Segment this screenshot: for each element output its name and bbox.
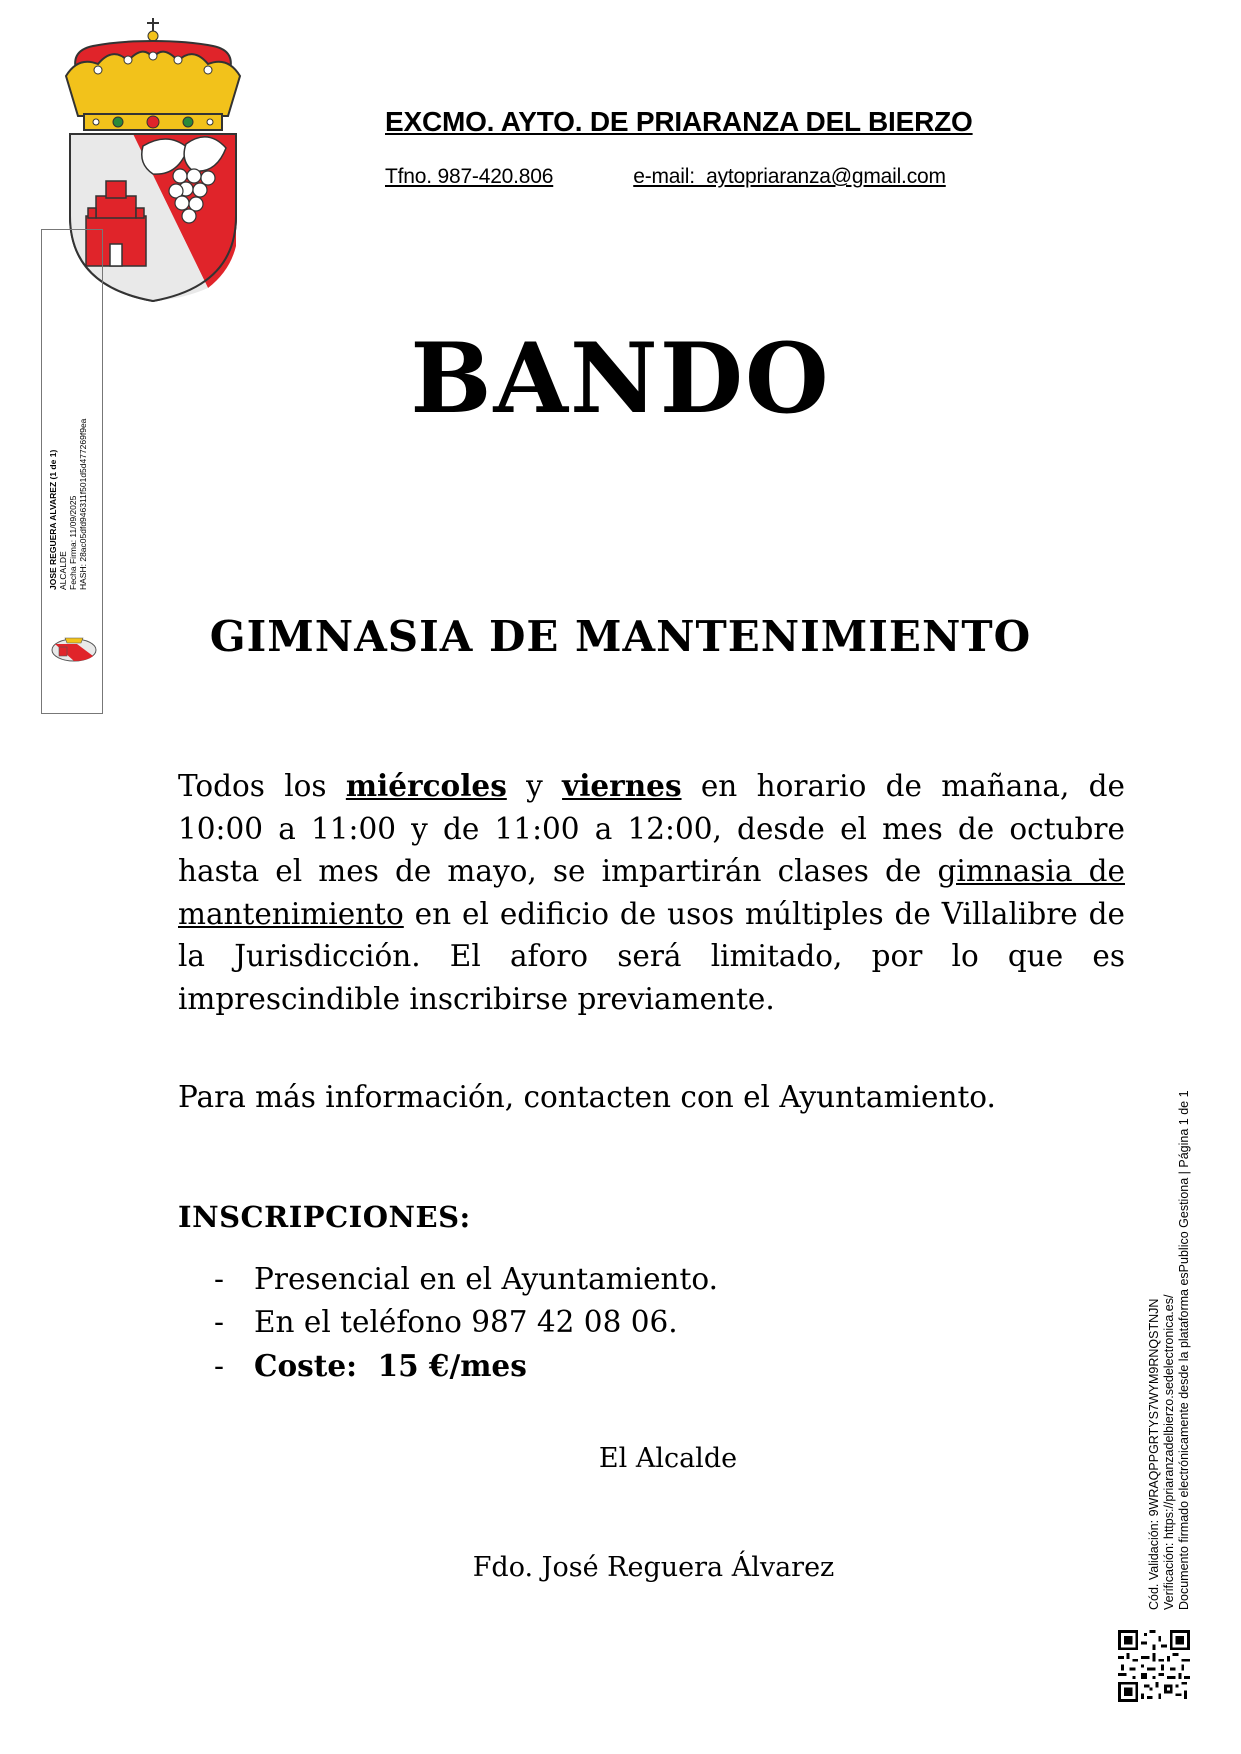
inscriptions-list [214, 1258, 718, 1388]
signatory-role: El Alcalde [598, 1443, 738, 1474]
body-text: Todos los [178, 769, 346, 803]
verification-text [1147, 1090, 1197, 1611]
header-contact [385, 165, 946, 189]
header-email: e-mail: aytopriaranza@gmail.com [633, 165, 946, 188]
platform-note: Documento firmado electrónicamente desde la plataforma esPublico Gestiona | Página 1 de 1 [1177, 1090, 1191, 1610]
page-subtitle: GIMNASIA DE MANTENIMIENTO [209, 612, 1032, 661]
body-text: y [506, 769, 563, 803]
list-item-text: Coste: 15 €/mes [254, 1348, 527, 1383]
list-item [214, 1258, 718, 1301]
day-wednesday: miércoles [345, 768, 507, 803]
validation-code: Cód. Validación: 9WRAQPPGRTYS7WYM9RNQSTNJN [1147, 1298, 1161, 1610]
list-dash: - [214, 1262, 224, 1296]
body-text: en horario de mañana, de 10:00 a 11:00 y de 11:00 a 12:00, desde el mes de octubre hasta el mes de mayo, se impartirán clases de [178, 769, 1125, 888]
page-title: BANDO [410, 322, 831, 435]
list-item-text: Presencial en el Ayuntamiento. [254, 1262, 719, 1296]
header-phone: Tfno. 987-420.806 [385, 165, 554, 188]
signature-date: Fecha Firma: 11/09/2025 [68, 495, 78, 590]
list-dash: - [214, 1349, 224, 1383]
contact-paragraph: Para más información, contacten con el Ayuntamiento. [178, 1080, 996, 1114]
signature-hash: HASH: 28ac05dfd946311f501d5d477269f9ea [78, 418, 88, 590]
signature-name: JOSE REGUERA ALVAREZ (1 de 1) [48, 449, 58, 590]
list-dash: - [214, 1305, 224, 1339]
crown-icon [66, 18, 240, 130]
list-item [214, 1301, 718, 1344]
list-item-text: En el teléfono 987 42 08 06. [254, 1305, 678, 1339]
signature-stamp-text [48, 418, 108, 591]
header-title: EXCMO. AYTO. DE PRIARANZA DEL BIERZO [385, 106, 973, 137]
activity-name: gimnasia de mantenimiento [178, 854, 1125, 931]
inscriptions-title: INSCRIPCIONES: [178, 1200, 471, 1234]
qr-code-icon [1118, 1630, 1190, 1702]
verification-url: Verificación: https://priaranzadelbierzo.sedelectronica.es/ [1162, 1294, 1176, 1610]
day-friday: viernes [562, 768, 682, 803]
signatory-name: Fdo. José Reguera Álvarez [472, 1552, 835, 1583]
list-item [214, 1344, 718, 1388]
body-text: en el edificio de usos múltiples de Villalibre de la Jurisdicción. El aforo será limitado, por lo que es imprescindible inscribirse previamente. [178, 896, 1125, 1016]
signature-role: ALCALDE [58, 551, 68, 590]
body-paragraph [178, 765, 1125, 1020]
